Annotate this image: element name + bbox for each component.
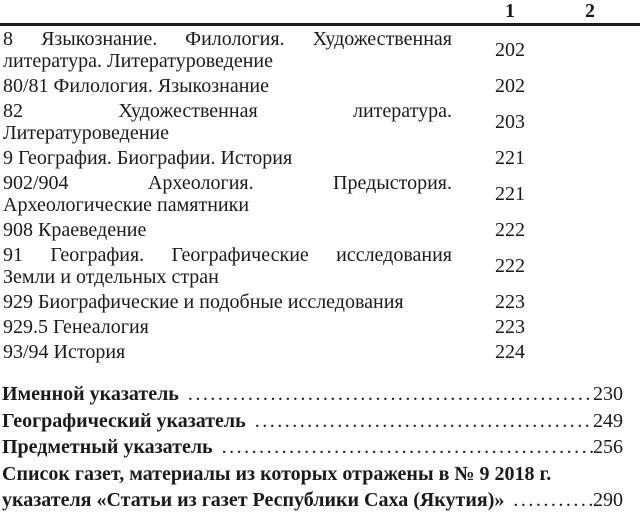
row-page-col1: 221 — [495, 146, 525, 169]
row-page-col1: 222 — [495, 254, 525, 277]
row-page-col1: 203 — [495, 110, 525, 133]
row-page-col2 — [568, 73, 640, 98]
row-title — [0, 217, 452, 242]
row-page-col2 — [568, 170, 640, 217]
table-row — [0, 217, 640, 242]
table-row — [0, 242, 640, 289]
row-page-col2 — [568, 217, 640, 242]
table-row — [0, 145, 640, 170]
row-title-line: 929 Биографические и подобные исследования — [3, 290, 404, 313]
row-title-line: 91 География. Географические исследования — [3, 243, 452, 266]
index-entry-page: 230 — [593, 383, 623, 405]
index-entry-newspapers-line2 — [2, 487, 623, 514]
row-title-line: Археологические памятники — [3, 193, 250, 216]
column-header-1: 1 — [452, 0, 568, 25]
index-entry-newspapers-line1: Список газет, материалы из которых отражены в № 9 2018 г. — [2, 462, 552, 485]
dot-leader — [222, 434, 593, 461]
row-page-col2 — [568, 339, 640, 364]
dot-leader — [188, 381, 593, 408]
table-row — [0, 98, 640, 145]
row-title-line: 82 Художественная литература. — [3, 99, 452, 122]
row-title-line: 929.5 Генеалогия — [3, 315, 149, 338]
row-title-line: литература. Литературоведение — [3, 49, 274, 72]
index-entry-page: 290 — [593, 489, 623, 511]
row-title — [0, 339, 452, 364]
index-entry-label: Именной указатель — [2, 383, 179, 405]
index-list — [0, 381, 640, 514]
table-row — [0, 339, 640, 364]
row-title-line: 8 Языкознание. Филология. Художественная — [3, 27, 452, 50]
row-title-line: Литературоведение — [3, 121, 169, 144]
row-page-col1: 222 — [495, 218, 525, 241]
column-header-2: 2 — [568, 0, 640, 25]
table-row — [0, 170, 640, 217]
row-page-col1: 224 — [495, 340, 525, 363]
row-page-col2 — [568, 145, 640, 170]
table-row — [0, 25, 640, 74]
table-row — [0, 289, 640, 314]
row-title — [0, 289, 452, 314]
row-title-line: Земли и отдельных стран — [3, 265, 219, 288]
row-page-col1: 223 — [495, 290, 525, 313]
index-entry-names — [2, 381, 623, 408]
row-page-col1: 202 — [495, 38, 525, 61]
dot-leader — [513, 487, 593, 514]
row-page-col2 — [568, 314, 640, 339]
table-row — [0, 314, 640, 339]
row-page-col1: 223 — [495, 315, 525, 338]
row-title-line: 902/904 Археология. Предыстория. — [3, 171, 452, 194]
row-page-col1: 221 — [495, 182, 525, 205]
row-title-line: 93/94 История — [3, 340, 126, 363]
row-title — [0, 145, 452, 170]
row-title — [0, 73, 452, 98]
index-entry-label: Предметный указатель — [2, 436, 213, 458]
header-title-spacer — [0, 0, 452, 25]
row-title — [0, 242, 452, 289]
index-entry-subject — [2, 434, 623, 461]
row-title-line: 80/81 Филология. Языкознание — [3, 74, 270, 97]
row-page-col2 — [568, 98, 640, 145]
row-page-col2 — [568, 25, 640, 74]
row-title-line: 9 География. Биографии. История — [3, 146, 293, 169]
index-entry-page: 256 — [593, 436, 623, 458]
dot-leader — [255, 408, 593, 435]
row-title — [0, 25, 452, 74]
index-entry-label: Географический указатель — [2, 409, 246, 432]
row-title — [0, 98, 452, 145]
row-title — [0, 170, 452, 217]
table-row — [0, 73, 640, 98]
index-entry-page: 249 — [593, 409, 623, 432]
index-entry-label: указателя «Статьи из газет Республики Саха (Якутия)» — [2, 489, 505, 511]
row-title — [0, 314, 452, 339]
row-page-col2 — [568, 289, 640, 314]
index-entry-geographic — [2, 408, 623, 435]
table-header-row — [0, 0, 640, 25]
row-page-col2 — [568, 242, 640, 289]
row-page-col1: 202 — [495, 74, 525, 97]
row-title-line: 908 Краеведение — [3, 218, 147, 241]
